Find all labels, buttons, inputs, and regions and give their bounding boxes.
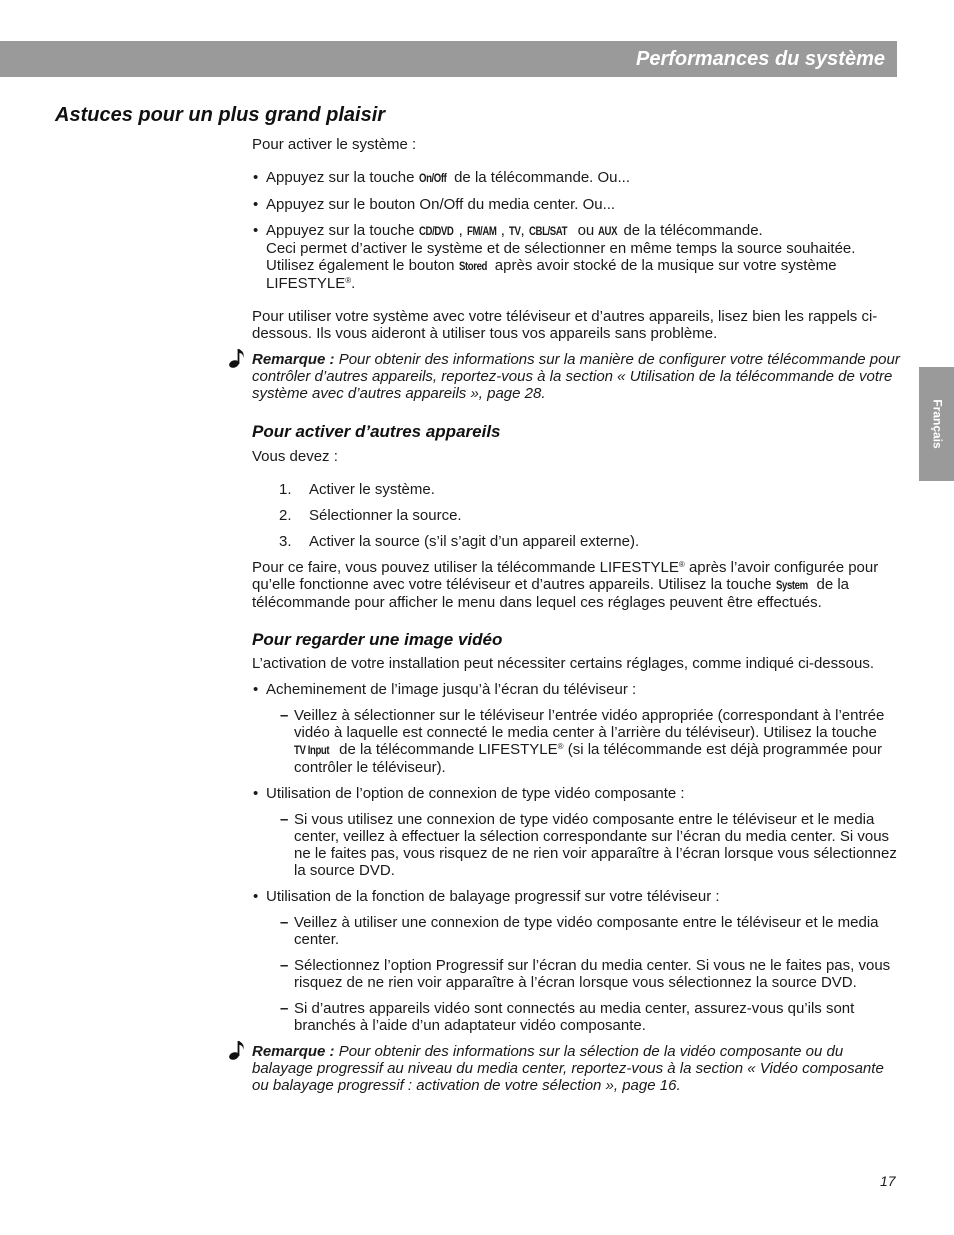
section-2-heading: Pour regarder une image vidéo xyxy=(252,630,503,649)
music-note-icon xyxy=(228,347,246,369)
note-2-label: Remarque : xyxy=(252,1043,335,1060)
section-1-heading: Pour activer d’autres appareils xyxy=(252,422,501,441)
note-1-text: Pour obtenir des informations sur la manière de configurer votre télécommande pour contrôler d’autres appareils, reportez-vous à la section « Utilisation de la télécommande de votre système avec d’autres appareils », page 28. xyxy=(252,351,900,402)
video-bullet-2: • Utilisation de l’option de connexion de type vidéo composante : xyxy=(252,785,902,802)
page-content xyxy=(252,136,902,1094)
page-title: Astuces pour un plus grand plaisir xyxy=(55,104,386,126)
note-1-label: Remarque : xyxy=(252,351,335,368)
key-system: System xyxy=(775,578,808,592)
key-cd-dvd: CD/DVD xyxy=(418,224,454,238)
note-2-text: Pour obtenir des informations sur la sélection de la vidéo composante ou du balayage progressif au niveau du media center, reportez-vous à la section « Vidéo composante ou balayage progressif : activation de votre sélection », page 16. xyxy=(252,1043,884,1094)
intro-bullet-1: • Appuyez sur la touche On/Off de la télécommande. Ou... xyxy=(252,169,902,187)
language-tab xyxy=(919,367,954,481)
key-stored: Stored xyxy=(458,259,487,273)
section-2-lead: L’activation de votre installation peut nécessiter certains réglages, comme indiqué ci-dessous. xyxy=(252,655,875,672)
key-tv: TV xyxy=(509,224,521,238)
video-bullet-2-dash-1: – Si vous utilisez une connexion de type vidéo composante entre le téléviseur et le media center, veillez à effectuer la sélection correspondante sur l’écran du media center. Si vous ne le faites pas, vous risquez de ne rien voir apparaître à l’écran lorsque vous sélectionnez la source DVD. xyxy=(252,811,902,879)
video-bullet-1: • Acheminement de l’image jusqu’à l’écran du téléviseur : xyxy=(252,681,902,698)
section-1-lead: Vous devez : xyxy=(252,448,338,465)
key-tv-input: TV Input xyxy=(294,743,330,757)
section-1-paragraph: Pour ce faire, vous pouvez utiliser la télécommande LIFESTYLE® après l’avoir configurée pour qu’elle fonctionne avec votre téléviseur et d’autres appareils. Utilisez la touche System de la télécommande pour afficher le menu dans lequel ces réglages peuvent être effectués. xyxy=(252,559,879,611)
music-note-icon xyxy=(228,1039,246,1061)
language-tab-label: Français xyxy=(930,399,944,449)
key-aux: AUX xyxy=(598,224,618,238)
step-3: 3. Activer la source (s’il s’agit d’un appareil externe). xyxy=(279,533,640,550)
header-title: Performances du système xyxy=(635,48,885,70)
key-on-off: On/Off xyxy=(418,171,447,185)
video-bullet-3-dash-2: – Sélectionnez l’option Progressif sur l’écran du media center. Si vous ne le faites pas, vous risquez de ne rien voir apparaître à l’écran lorsque vous sélectionnez la source DVD. xyxy=(252,957,902,991)
video-bullet-3-dash-3: – Si d’autres appareils vidéo sont connectés au media center, assurez-vous qu’ils sont branchés à l’aide d’un adaptateur vidéo composante. xyxy=(252,1000,902,1034)
key-fm-am: FM/AM xyxy=(466,224,497,238)
page-number: 17 xyxy=(880,1173,896,1189)
note-1 xyxy=(252,351,902,402)
video-bullet-1-dash-1: – Veillez à sélectionner sur le téléviseur l’entrée vidéo appropriée (correspondant à l’entrée vidéo à laquelle est connecté le media center à l’arrière du téléviseur). Utilisez la touche TV Input de la télécommande LIFESTYLE® (si la télécommande est déjà programmée pour contrôler le téléviseur). xyxy=(252,707,902,776)
note-2 xyxy=(252,1043,902,1094)
step-2: 2. Sélectionner la source. xyxy=(279,507,462,524)
key-cbl-sat: CBL/SAT xyxy=(528,224,567,238)
intro-bullet-3: • Appuyez sur la touche CD/DVD , FM/AM , TV, CBL/SAT ou AUX de la télécommande. Ceci permet d’activer le système et de sélectionner en même temps la source souhaitée. Utilisez également le bouton Stored après avoir stocké de la musique sur votre système LIFESTYLE®. xyxy=(252,222,902,292)
intro-bullet-2: • Appuyez sur le bouton On/Off du media center. Ou... xyxy=(252,196,902,213)
step-1: 1. Activer le système. xyxy=(279,481,435,498)
header-bar xyxy=(0,41,897,77)
video-bullet-3: • Utilisation de la fonction de balayage progressif sur votre téléviseur : xyxy=(252,888,902,905)
intro-paragraph: Pour utiliser votre système avec votre téléviseur et d’autres appareils, lisez bien les rappels ci-dessous. Ils vous aideront à utiliser tous vos appareils sans problème. xyxy=(252,308,878,342)
video-bullet-3-dash-1: – Veillez à utiliser une connexion de type vidéo composante entre le téléviseur et le media center. xyxy=(252,914,902,948)
intro-lead: Pour activer le système : xyxy=(252,136,417,153)
